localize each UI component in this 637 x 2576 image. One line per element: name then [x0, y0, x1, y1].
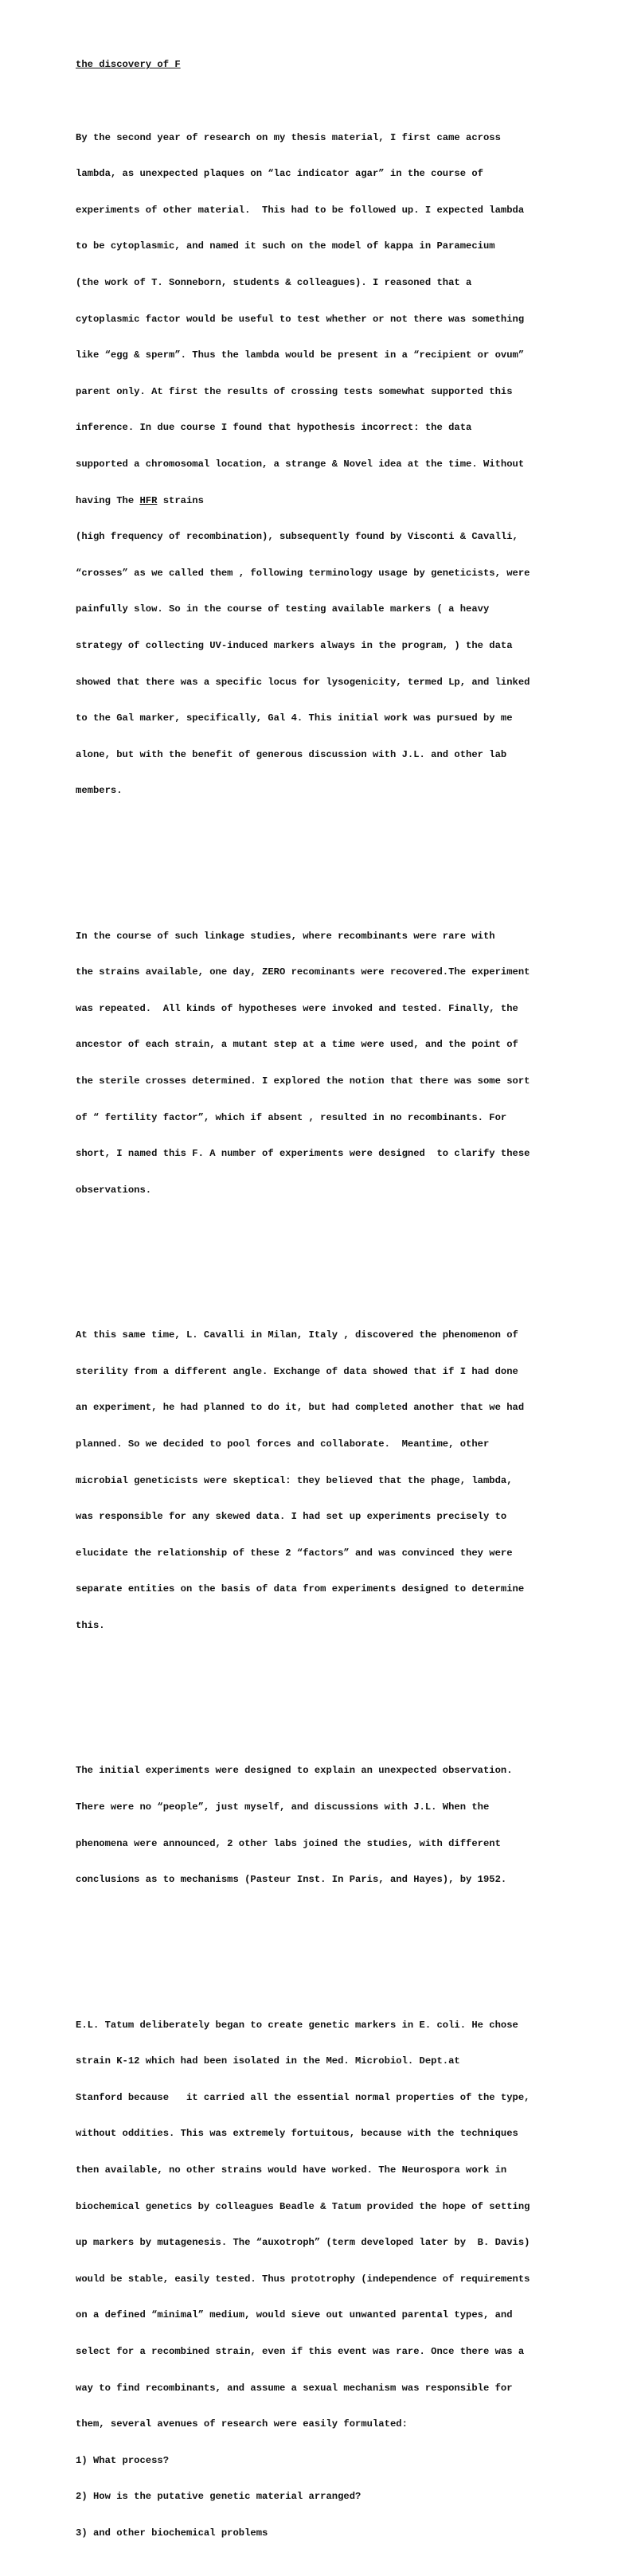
text-line: supported a chromosomal location, a strange & Novel idea at the time. Without	[76, 458, 525, 470]
text-line: to be cytoplasmic, and named it such on the model of kappa in Paramecium	[76, 240, 495, 252]
hfr-underlined: HFR	[139, 494, 158, 506]
list-item: 3) and other biochemical problems	[76, 2527, 268, 2539]
text-line: way to find recombinants, and assume a sexual mechanism was responsible for	[76, 2382, 513, 2394]
text-line: parent only. At first the results of crossing tests somewhat supported this	[76, 385, 513, 397]
text-line: strategy of collecting UV-induced markers always in the program, ) the data	[76, 639, 513, 651]
text-line: planned. So we decided to pool forces and collaborate. Meantime, other	[76, 1438, 490, 1450]
text-line: cytoplasmic factor would be useful to test whether or not there was something	[76, 313, 525, 325]
text-line: was responsible for any skewed data. I had set up experiments precisely to	[76, 1511, 507, 1523]
text-line: biochemical genetics by colleagues Beadle & Tatum provided the hope of setting	[76, 2200, 530, 2212]
text-line: the sterile crosses determined. I explored the notion that there was some sort	[76, 1075, 530, 1087]
text-line: inference. In due course I found that hypothesis incorrect: the data	[76, 422, 472, 434]
paragraph-3	[76, 1306, 633, 1657]
text-line: ancestor of each strain, a mutant step at a time were used, and the point of	[76, 1039, 518, 1051]
text-line: In the course of such linkage studies, where recombinants were rare with	[76, 930, 495, 942]
text-line: select for a recombined strain, even if this event was rare. Once there was a	[76, 2345, 525, 2357]
text-line: the strains available, one day, ZERO recominants were recovered.The experiment	[76, 966, 530, 978]
list-item: 1) What process?	[76, 2454, 170, 2466]
hfr-after: strains	[157, 494, 204, 506]
text-line: them, several avenues of research were easily formulated:	[76, 2418, 408, 2430]
text-line: The initial experiments were designed to explain an unexpected observation.	[76, 1765, 513, 1777]
paragraph-gap	[76, 1692, 633, 1704]
text-line: strain K-12 which had been isolated in the Med. Microbiol. Dept.at	[76, 2055, 460, 2067]
text-line: experiments of other material. This had to be followed up. I expected lambda	[76, 204, 525, 216]
text-line: would be stable, easily tested. Thus prototrophy (independence of requirements	[76, 2273, 530, 2285]
text-line: an experiment, he had planned to do it, but had completed another that we had	[76, 1402, 525, 1414]
text-line: There were no “people”, just myself, and discussions with J.L. When the	[76, 1801, 490, 1813]
text-line: (high frequency of recombination), subsequently found by Visconti & Cavalli,	[76, 531, 518, 543]
text-line: like “egg & sperm”. Thus the lambda would be present in a “recipient or ovum”	[76, 349, 525, 361]
text-line: microbial geneticists were skeptical: they believed that the phage, lambda,	[76, 1474, 513, 1486]
text-line: to the Gal marker, specifically, Gal 4. This initial work was pursued by me	[76, 712, 513, 724]
text-line: up markers by mutagenesis. The “auxotroph” (term developed later by B. Davis)	[76, 2237, 530, 2249]
text-line: without oddities. This was extremely fortuitous, because with the techniques	[76, 2128, 518, 2140]
paragraph-gap	[76, 1257, 633, 1269]
text-line: conclusions as to mechanisms (Pasteur Inst. In Paris, and Hayes), by 1952.	[76, 1874, 507, 1886]
text-line: alone, but with the benefit of generous discussion with J.L. and other lab	[76, 748, 507, 760]
text-line: At this same time, L. Cavalli in Milan, Italy , discovered the phenomenon of	[76, 1329, 518, 1341]
hfr-before: having The	[76, 494, 140, 506]
text-line: on a defined “minimal” medium, would sieve out unwanted parental types, and	[76, 2309, 513, 2321]
text-line: painfully slow. So in the course of testing available markers ( a heavy	[76, 603, 490, 615]
text-line: phenomena were announced, 2 other labs joined the studies, with different	[76, 1837, 501, 1849]
document-title: the discovery of F	[76, 59, 181, 71]
text-line: E.L. Tatum deliberately began to create genetic markers in E. coli. He chose	[76, 2019, 518, 2031]
paragraph-gap	[76, 858, 633, 870]
text-line: By the second year of research on my thesis material, I first came across	[76, 131, 501, 143]
text-line: was repeated. All kinds of hypotheses were invoked and tested. Finally, the	[76, 1002, 518, 1014]
paragraph-1	[76, 107, 633, 822]
list-item: 2) How is the putative genetic material arranged?	[76, 2491, 361, 2503]
text-line: short, I named this F. A number of experiments were designed to clarify these	[76, 1148, 530, 1160]
text-line: members.	[76, 785, 123, 797]
paragraph-4	[76, 1741, 633, 1911]
text-line: sterility from a different angle. Exchange of data showed that if I had done	[76, 1365, 518, 1377]
text-line: observations.	[76, 1184, 152, 1196]
text-line: (the work of T. Sonneborn, students & colleagues). I reasoned that a	[76, 276, 472, 288]
text-line: separate entities on the basis of data from experiments designed to determine	[76, 1583, 525, 1595]
text-line: this.	[76, 1620, 105, 1632]
text-line: lambda, as unexpected plaques on “lac indicator agar” in the course of	[76, 168, 483, 180]
text-line: “crosses” as we called them , following terminology usage by geneticists, were	[76, 567, 530, 579]
document-page	[76, 35, 633, 2576]
text-line: Stanford because it carried all the essential normal properties of the type,	[76, 2091, 530, 2103]
text-line: then available, no other strains would have worked. The Neurospora work in	[76, 2164, 507, 2176]
text-line-hfr	[76, 495, 633, 507]
paragraph-5	[76, 1995, 633, 2563]
paragraph-2	[76, 906, 633, 1220]
text-line: elucidate the relationship of these 2 “factors” and was convinced they were	[76, 1547, 513, 1559]
text-line: of “ fertility factor”, which if absent , resulted in no recombinants. For	[76, 1111, 507, 1123]
text-line: showed that there was a specific locus for lysogenicity, termed Lp, and linked	[76, 676, 530, 688]
paragraph-gap	[76, 1946, 633, 1958]
